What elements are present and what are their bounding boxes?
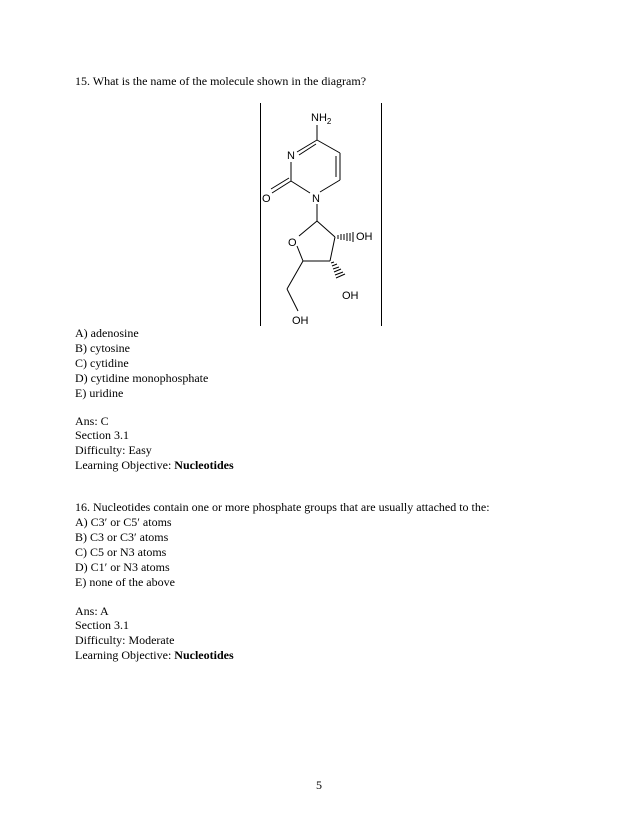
- q15-option-a: A) adenosine: [75, 326, 139, 340]
- q16-option-c: C) C5 or N3 atoms: [75, 545, 167, 559]
- cytidine-structure-diagram: [260, 103, 382, 326]
- q15-objective-label: Learning Objective:: [75, 458, 175, 472]
- atom-o-ring-label: O: [288, 237, 297, 249]
- q15-learning-objective: [75, 458, 234, 472]
- atom-n-ring-label: N: [287, 150, 295, 162]
- q15-option-c: C) cytidine: [75, 356, 129, 370]
- q16-objective-label: Learning Objective:: [75, 648, 175, 662]
- q15-option-d: D) cytidine monophosphate: [75, 371, 209, 385]
- atom-oh-bottom-label: OH: [292, 315, 309, 326]
- q16-section: Section 3.1: [75, 618, 129, 632]
- atom-o-carbonyl-label: O: [262, 193, 271, 205]
- page-number: 5: [316, 778, 322, 792]
- atom-n-glycosidic-label: N: [312, 193, 320, 205]
- q16-option-d: D) C1′ or N3 atoms: [75, 560, 170, 574]
- q15-answer: Ans: C: [75, 414, 109, 428]
- q16-option-e: E) none of the above: [75, 575, 175, 589]
- q16-learning-objective: [75, 648, 234, 662]
- q15-section: Section 3.1: [75, 428, 129, 442]
- hashed-wedge-lower: [331, 262, 345, 278]
- q16-difficulty: Difficulty: Moderate: [75, 633, 175, 647]
- ribose-ring: [287, 221, 335, 311]
- q16-answer: Ans: A: [75, 604, 109, 618]
- q15-objective-value: Nucleotides: [174, 458, 234, 472]
- q16-option-b: B) C3 or C3′ atoms: [75, 530, 169, 544]
- q16-objective-value: Nucleotides: [174, 648, 234, 662]
- pyrimidine-ring: [271, 125, 340, 221]
- question-15-text: 15. What is the name of the molecule shown in the diagram?: [75, 74, 367, 88]
- q15-option-e: E) uridine: [75, 386, 124, 400]
- question-16-text: 16. Nucleotides contain one or more phosphate groups that are usually attached to the:: [75, 500, 490, 514]
- atom-oh-lower-label: OH: [342, 290, 359, 302]
- atom-nh2-label: $NH_2$: [311, 112, 332, 126]
- q16-option-a: A) C3′ or C5′ atoms: [75, 515, 172, 529]
- hashed-wedge-right: [338, 232, 353, 242]
- q15-difficulty: Difficulty: Easy: [75, 443, 152, 457]
- molecule-svg: [260, 103, 382, 326]
- atom-oh-right-label: OH: [356, 231, 373, 243]
- q15-option-b: B) cytosine: [75, 341, 130, 355]
